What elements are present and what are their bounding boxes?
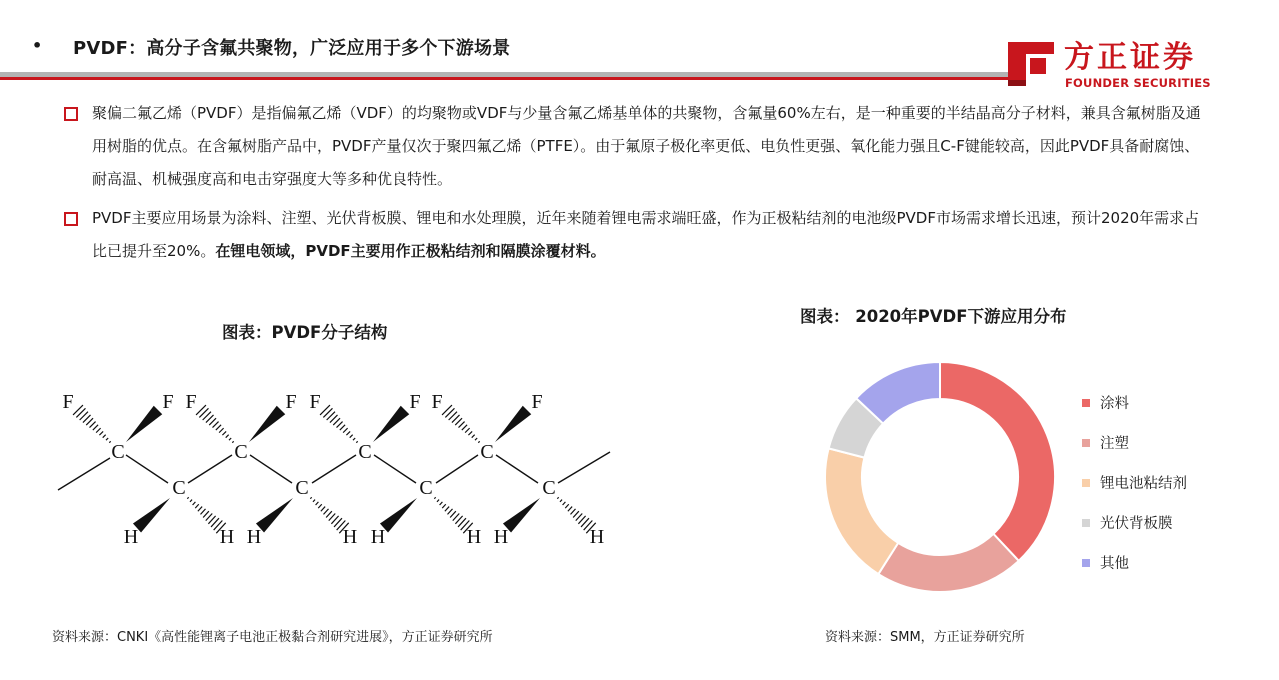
legend-swatch	[1082, 479, 1090, 487]
legend-swatch	[1082, 439, 1090, 447]
carbon-atom-label: C	[542, 477, 556, 499]
brand-name-cn: 方正证券	[1064, 40, 1196, 75]
title-bullet: •	[32, 36, 43, 55]
carbon-atom-label: C	[358, 441, 372, 463]
legend-swatch	[1082, 559, 1090, 567]
carbon-atom-label: C	[480, 441, 494, 463]
paragraph-pvdf-definition: 聚偏二氟乙烯（PVDF）是指偏氟乙烯（VDF）的均聚物或VDF与少量含氟乙烯基单体的共聚物，含氟量60%左右，是一种重要的半结晶高分子材料，兼具含氟树脂及通用树脂的优点。在含氟树脂产品中，PVDF产量仅次于聚四氟乙烯（PTFE）。由于氟原子极化率更低、电负性更强、氧化能力强且C-F键能较高，因此PVDF具备耐腐蚀、耐高温、机械强度高和电击穿强度大等多种优良特性。	[92, 104, 1201, 188]
founder-securities-logo	[1004, 34, 1222, 94]
square-bullet-icon	[64, 212, 78, 226]
legend-label: 涂料	[1100, 396, 1129, 412]
page-title: PVDF：高分子含氟共聚物，广泛应用于多个下游场景	[73, 38, 511, 59]
hydrogen-wedge-bond	[133, 498, 170, 532]
hydrogen-atom-label: H	[123, 526, 139, 548]
hydrogen-atom-label: H	[246, 526, 262, 548]
paragraph-pvdf-applications	[92, 202, 1212, 268]
hydrogen-atom-label: H	[466, 526, 482, 548]
pvdf-molecular-structure	[40, 380, 640, 560]
fluorine-hashed-bond	[320, 405, 358, 443]
legend-swatch	[1082, 519, 1090, 527]
chart-source-note: 资料来源：SMM，方正证券研究所	[825, 630, 1025, 645]
hydrogen-wedge-bond	[380, 498, 417, 532]
fluorine-hashed-bond	[196, 405, 234, 443]
fluorine-hashed-bond	[73, 405, 111, 443]
fluorine-atom-label: F	[185, 391, 197, 413]
fluorine-atom-label: F	[62, 391, 74, 413]
carbon-atom-label: C	[111, 441, 125, 463]
title-divider-red	[0, 77, 1018, 80]
founder-logo-mark	[1004, 34, 1056, 86]
hydrogen-atom-label: H	[493, 526, 509, 548]
fluorine-atom-label: F	[409, 391, 421, 413]
applications-text: PVDF主要应用场景为涂料、注塑、光伏背板膜、锂电和水处理膜，近年来随着锂电需求端旺盛，作为正极粘结剂的电池级PVDF市场需求增长迅速，预计2020年需求占比已提升至20%。	[92, 209, 1200, 260]
hydrogen-atom-label: H	[589, 526, 605, 548]
legend-swatch	[1082, 399, 1090, 407]
legend-label: 其他	[1100, 556, 1129, 572]
carbon-atom-label: C	[234, 441, 248, 463]
hydrogen-atom-label: H	[219, 526, 235, 548]
fluorine-atom-label: F	[531, 391, 543, 413]
fluorine-wedge-bond	[249, 406, 285, 442]
donut-slice-1	[940, 362, 1055, 561]
applications-highlight: 在锂电领域，PVDF主要用作正极粘结剂和隔膜涂覆材料。	[215, 242, 606, 260]
donut-slice-3	[825, 448, 898, 574]
fluorine-atom-label: F	[309, 391, 321, 413]
downstream-distribution-donut-chart	[815, 352, 1065, 602]
fluorine-atom-label: F	[162, 391, 174, 413]
legend-label: 光伏背板膜	[1100, 516, 1173, 532]
fluorine-atom-label: F	[431, 391, 443, 413]
legend-label: 锂电池粘结剂	[1100, 476, 1187, 492]
carbon-atom-label: C	[419, 477, 433, 499]
hydrogen-atom-label: H	[342, 526, 358, 548]
fluorine-wedge-bond	[373, 406, 409, 442]
fluorine-atom-label: F	[285, 391, 297, 413]
carbon-atom-label: C	[172, 477, 186, 499]
molecule-source-note: 资料来源：CNKI《高性能锂离子电池正极黏合剂研究进展》，方正证券研究所	[52, 630, 493, 645]
fluorine-wedge-bond	[126, 406, 162, 442]
square-bullet-icon	[64, 107, 78, 121]
chart-caption: 图表： 2020年PVDF下游应用分布	[800, 307, 1067, 326]
hydrogen-wedge-bond	[503, 498, 540, 532]
fluorine-hashed-bond	[442, 405, 480, 443]
brand-name-en: FOUNDER SECURITIES	[1065, 76, 1211, 90]
molecule-caption: 图表：PVDF分子结构	[222, 323, 388, 342]
legend-label: 注塑	[1100, 436, 1129, 452]
hydrogen-atom-label: H	[370, 526, 386, 548]
fluorine-wedge-bond	[495, 406, 531, 442]
carbon-atom-label: C	[295, 477, 309, 499]
hydrogen-wedge-bond	[256, 498, 293, 532]
